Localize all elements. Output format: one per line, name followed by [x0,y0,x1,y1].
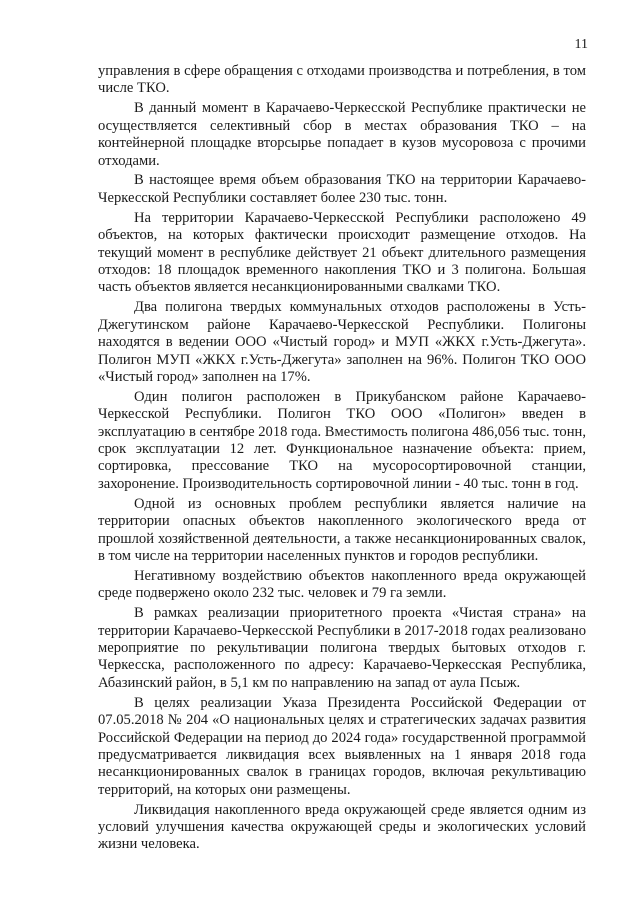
paragraph-presidential-decree: В целях реализации Указа Президента Российской Федерации от 07.05.2018 № 204 «О национальных целях и стратегических задачах развития Российской Федерации на период до 2024 года» государственной программой предусматривается ликвидация всех выявленных на 1 января 2018 года несанкционированных свалок в границах городов, включая рекультивацию территорий, на которых они размещены. [98,694,586,798]
paragraph-prikubansky-landfill: Один полигон расположен в Прикубанском районе Карачаево-Черкесской Республики. Полигон ТКО ООО «Полигон» введен в эксплуатацию в сентябре 2018 года. Вместимость полигона 486,056 тыс. тонн, срок эксплуатации 12 лет. Функциональное назначение объекта: прием, сортировка, прессование ТКО на мусоросортировочной станции, захоронение. Производительность сортировочной линии - 40 тыс. тонн в год. [98,388,586,492]
document-body [98,63,586,856]
paragraph-ust-dzheguta-landfills: Два полигона твердых коммунальных отходов расположены в Усть-Джегутинском районе Карачаево-Черкесской Республики. Полигоны находятся в ведении ООО «Чистый город» и МУП «ЖКХ г.Усть-Джегута». Полигон МУП «ЖКХ г.Усть-Джегута» заполнен на 96%. Полигон ТКО ООО «Чистый город» заполнен на 17%. [98,299,586,385]
paragraph-main-problems: Одной из основных проблем республики является наличие на территории опасных объектов накопленного экологического вреда от прошлой хозяйственной деятельности, а также несанкционированных свалок, в том числе на территории населенных пунктов и городов республики. [98,495,586,564]
paragraph-clean-country-project: В рамках реализации приоритетного проекта «Чистая страна» на территории Карачаево-Черкесской Республики в 2017-2018 годах реализовано мероприятие по рекультивации полигона твердых бытовых отходов г. Черкесска, расположенного по адресу: Карачаево-Черкесская Республика, Абазинский район, в 5,1 км по направлению на запад от аула Псыж. [98,605,586,691]
paragraph-waste-volume: В настоящее время объем образования ТКО на территории Карачаево-Черкесской Республики составляет более 230 тыс. тонн. [98,172,586,206]
paragraph-liquidation: Ликвидация накопленного вреда окружающей среде является одним из условий улучшения качества окружающей среды и экологических условий жизни человека. [98,801,586,853]
paragraph-waste-objects: На территории Карачаево-Черкесской Республики расположено 49 объектов, на которых фактически происходит размещение отходов. На текущий момент в республике действует 21 объект длительного размещения отходов: 18 площадок временного накопления ТКО и 3 полигона. Большая часть объектов является несанкционированными свалками ТКО. [98,209,586,296]
paragraph-continuation: управления в сфере обращения с отходами производства и потребления, в том числе ТКО. [98,63,586,97]
paragraph-negative-impact: Негативному воздействию объектов накопленного вреда окружающей среде подвержено около 232 тыс. человек и 79 га земли. [98,567,586,602]
paragraph-selective-collection: В данный момент в Карачаево-Черкесской Республике практически не осуществляется селективный сбор в местах образования ТКО – на контейнерной площадке вторсырье попадает в кузов мусоровоза с прочими отходами. [98,100,586,169]
page-number: 11 [574,37,588,52]
